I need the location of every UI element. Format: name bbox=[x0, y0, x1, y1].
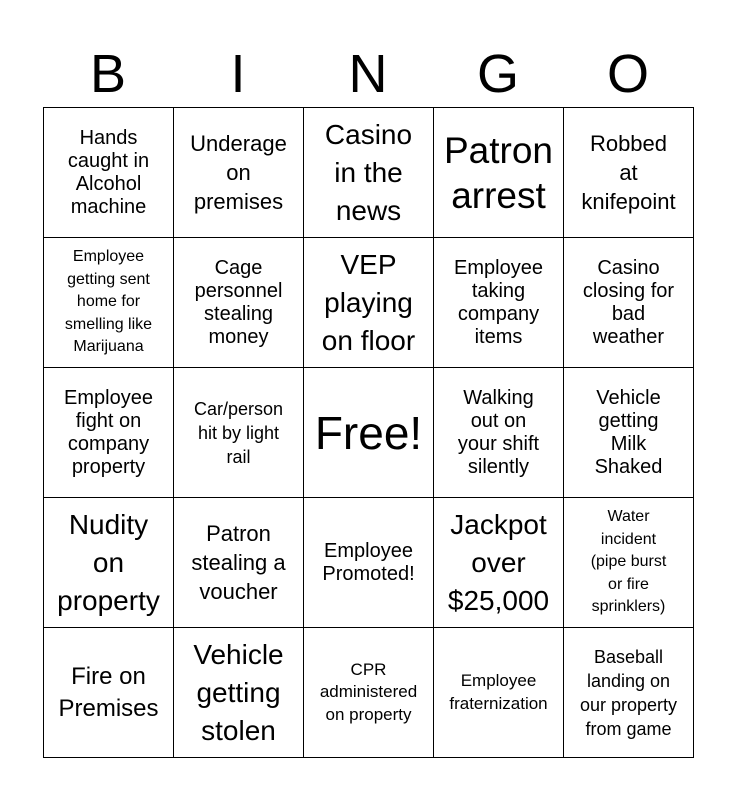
free-space-text: Free! bbox=[314, 406, 423, 459]
bingo-cell[interactable] bbox=[564, 108, 694, 238]
cell-text: Patron stealing a voucher bbox=[191, 521, 286, 604]
bingo-cell[interactable] bbox=[564, 238, 694, 368]
cell-text: Fire on Premises bbox=[58, 662, 159, 722]
cell-text: Vehicle getting Milk Shaked bbox=[594, 386, 663, 478]
cell-text: VEP playing on floor bbox=[321, 248, 416, 356]
grid-row bbox=[44, 108, 694, 238]
bingo-cell[interactable] bbox=[304, 238, 434, 368]
header-letter-g: G bbox=[476, 44, 519, 104]
bingo-cell[interactable] bbox=[564, 628, 694, 758]
grid-row bbox=[44, 498, 694, 628]
cell-text: Employee taking company items bbox=[454, 256, 543, 348]
bingo-cell[interactable] bbox=[174, 368, 304, 498]
bingo-cell[interactable] bbox=[304, 628, 434, 758]
cell-text: Car/person hit by light rail bbox=[193, 398, 284, 467]
cell-text: Nudity on property bbox=[57, 508, 160, 616]
cell-text: Hands caught in Alcohol machine bbox=[67, 126, 150, 218]
header-letter-n: N bbox=[348, 44, 388, 104]
cell-text: CPR administered on property bbox=[319, 659, 418, 724]
bingo-cell[interactable] bbox=[44, 628, 174, 758]
bingo-header bbox=[43, 40, 693, 108]
cell-text: Jackpot over $25,000 bbox=[447, 508, 550, 616]
cell-text: Cage personnel stealing money bbox=[194, 256, 283, 348]
cell-text: Robbed at knifepoint bbox=[581, 131, 676, 214]
bingo-cell[interactable] bbox=[434, 368, 564, 498]
bingo-cell[interactable] bbox=[564, 368, 694, 498]
grid-row bbox=[44, 368, 694, 498]
cell-text: Casino closing for bad weather bbox=[582, 256, 675, 348]
cell-text: Employee fight on company property bbox=[64, 386, 153, 478]
bingo-cell[interactable] bbox=[174, 498, 304, 628]
cell-text: Water incident (pipe burst or fire sprinklers) bbox=[590, 508, 667, 616]
cell-text: Employee fraternization bbox=[449, 671, 548, 713]
bingo-card-grid bbox=[43, 107, 694, 758]
cell-text: Underage on premises bbox=[190, 131, 287, 214]
cell-text: Patron arrest bbox=[443, 129, 553, 216]
header-letter-o: O bbox=[606, 44, 649, 104]
bingo-cell[interactable] bbox=[44, 498, 174, 628]
grid-row bbox=[44, 238, 694, 368]
bingo-cell[interactable] bbox=[434, 628, 564, 758]
free-space-cell[interactable] bbox=[304, 368, 434, 498]
bingo-cell[interactable] bbox=[434, 238, 564, 368]
cell-text: Casino in the news bbox=[324, 118, 413, 226]
bingo-cell[interactable] bbox=[304, 498, 434, 628]
bingo-cell[interactable] bbox=[44, 238, 174, 368]
bingo-cell[interactable] bbox=[174, 628, 304, 758]
grid-row bbox=[44, 628, 694, 758]
bingo-cell[interactable] bbox=[44, 108, 174, 238]
cell-text: Baseball landing on our property from game bbox=[579, 646, 678, 739]
cell-text: Employee Promoted! bbox=[322, 539, 415, 585]
bingo-cell[interactable] bbox=[434, 108, 564, 238]
cell-text: Walking out on your shift silently bbox=[457, 386, 540, 478]
bingo-cell[interactable] bbox=[174, 238, 304, 368]
header-letter-i: I bbox=[230, 44, 246, 104]
header-letter-b: B bbox=[89, 44, 127, 104]
bingo-cell[interactable] bbox=[564, 498, 694, 628]
cell-text: Vehicle getting stolen bbox=[193, 638, 284, 746]
bingo-cell[interactable] bbox=[304, 108, 434, 238]
cell-text: Employee getting sent home for smelling like Marijuana bbox=[64, 248, 153, 356]
bingo-cell[interactable] bbox=[44, 368, 174, 498]
bingo-cell[interactable] bbox=[174, 108, 304, 238]
bingo-cell[interactable] bbox=[434, 498, 564, 628]
